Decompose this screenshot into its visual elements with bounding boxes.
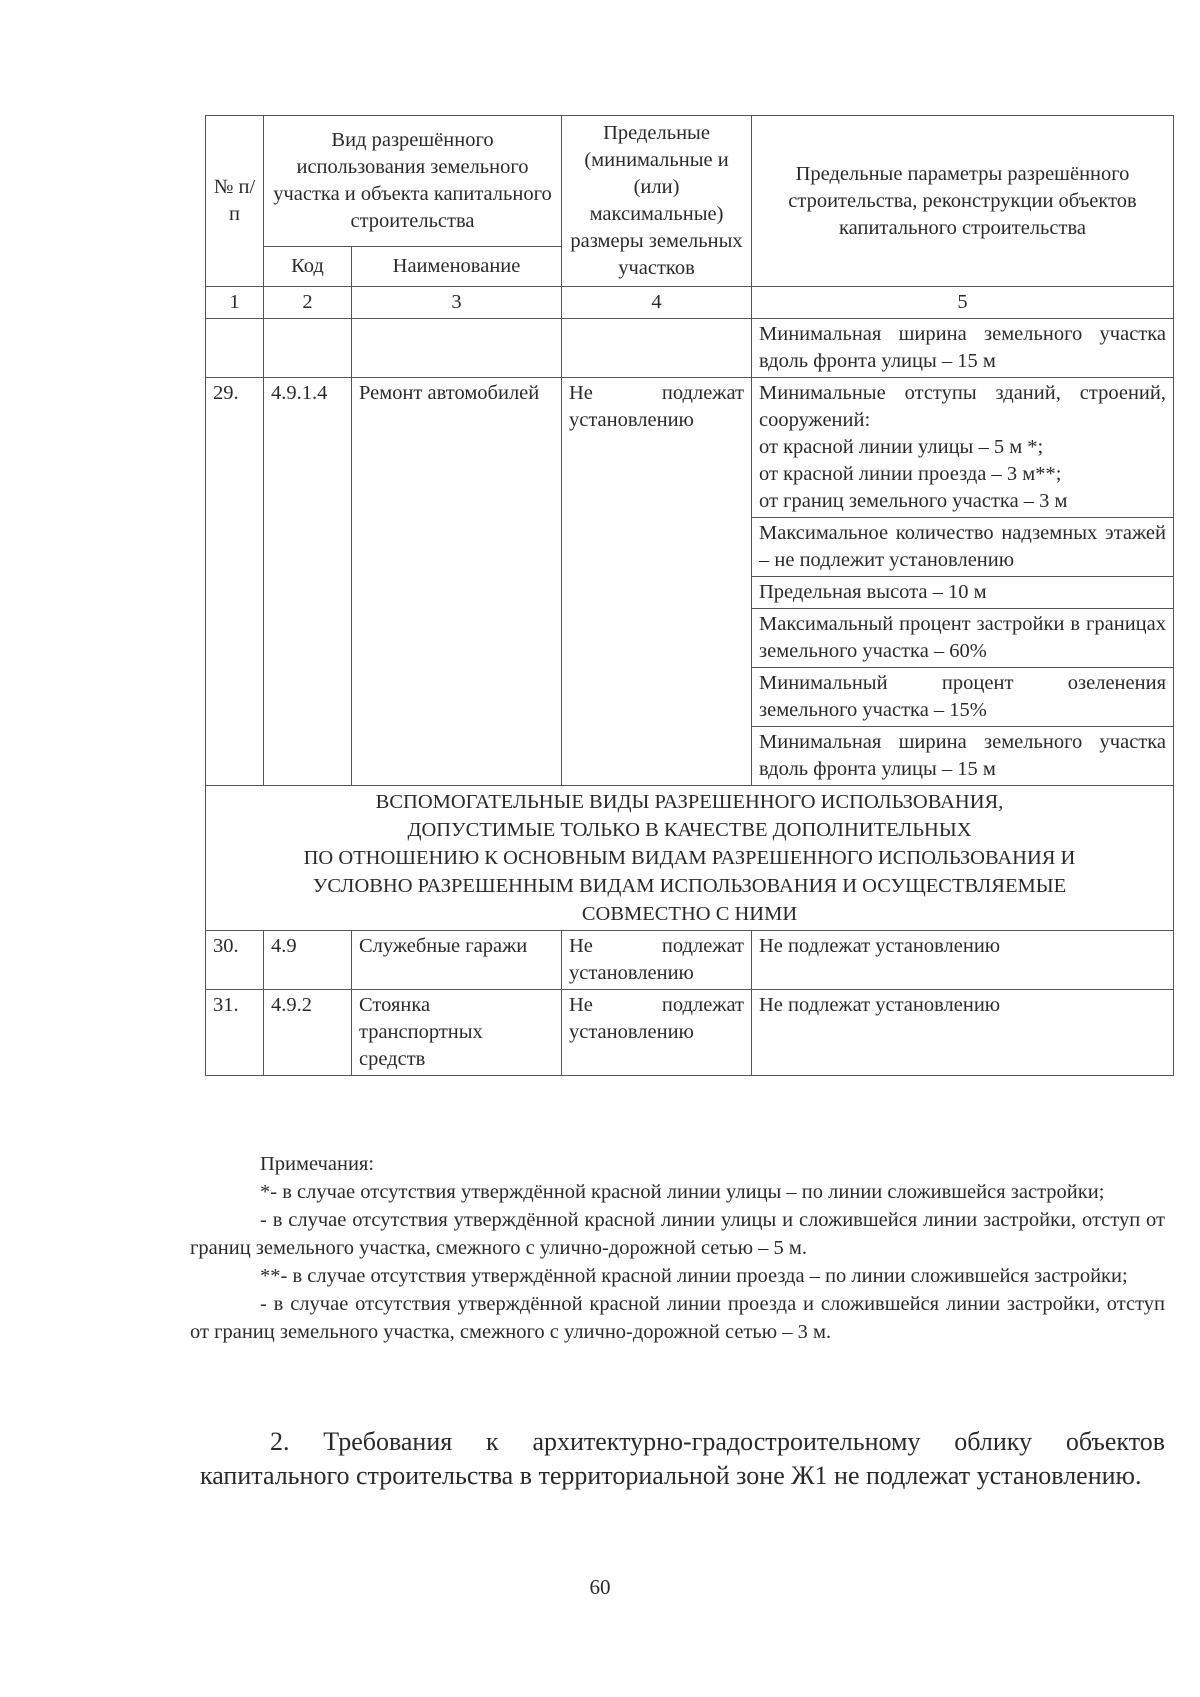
param-block: Предельная высота – 10 м — [752, 577, 1173, 609]
requirement-paragraph: 2. Требования к архитектурно-градостроительному облику объектов капитального строительства в территориальной зоне Ж1 не подлежат установлению. — [200, 1427, 1165, 1490]
page-number: 60 — [589, 1575, 611, 1599]
column-number-row — [206, 287, 1174, 319]
table-row — [206, 990, 1174, 1076]
notes-section — [190, 1150, 1165, 1346]
note-item: *- в случае отсутствия утверждённой красной линии улицы – по линии сложившейся застройки; — [260, 1181, 1105, 1203]
header-name: Наименование — [352, 246, 562, 286]
col-number: 1 — [206, 287, 264, 319]
section-title-line: ДОПУСТИМЫЕ ТОЛЬКО В КАЧЕСТВЕ ДОПОЛНИТЕЛЬНЫХ — [407, 819, 972, 841]
row-num: 29. — [206, 378, 264, 786]
table-row — [206, 319, 1174, 378]
col-number: 3 — [352, 287, 562, 319]
col-number: 4 — [562, 287, 752, 319]
param-block — [752, 378, 1173, 518]
row-sizes: Не подлежат установлению — [562, 931, 752, 990]
row-params: Не подлежат установлению — [752, 990, 1174, 1076]
row-params — [752, 378, 1174, 786]
param-line: от красной линии проезда – 3 м**; — [759, 463, 1062, 485]
table-header-row — [206, 116, 1174, 247]
section-title-line: СОВМЕСТНО С НИМИ — [581, 903, 798, 925]
section-title-line: ВСПОМОГАТЕЛЬНЫЕ ВИДЫ РАЗРЕШЕННОГО ИСПОЛЬЗОВАНИЯ, — [375, 791, 1004, 813]
col-number: 5 — [752, 287, 1174, 319]
row-sizes: Не подлежат установлению — [562, 990, 752, 1076]
row-name: Стоянка транспортных средств — [352, 990, 562, 1076]
param-line: Минимальные отступы зданий, строений, сооружений: — [759, 382, 1166, 431]
section-title-line: ПО ОТНОШЕНИЮ К ОСНОВНЫМ ВИДАМ РАЗРЕШЕННОГО ИСПОЛЬЗОВАНИЯ И — [303, 847, 1076, 869]
param-block: Максимальное количество надземных этажей – не подлежит установлению — [752, 518, 1173, 577]
table-row — [206, 378, 1174, 786]
row-code: 4.9.1.4 — [264, 378, 352, 786]
row-params: Не подлежат установлению — [752, 931, 1174, 990]
header-sizes: Предельные (минимальные и (или) максимальные) размеры земельных участков — [562, 116, 752, 287]
row-num: 31. — [206, 990, 264, 1076]
table-row — [206, 931, 1174, 990]
row-num: 30. — [206, 931, 264, 990]
row-sizes: Не подлежат установлению — [562, 378, 752, 786]
row-code: 4.9.2 — [264, 990, 352, 1076]
header-num: № п/п — [206, 116, 264, 287]
header-use-group: Вид разрешённого использования земельного участка и объекта капитального строительства — [264, 116, 562, 247]
header-code: Код — [264, 246, 352, 286]
row-name: Ремонт автомобилей — [352, 378, 562, 786]
param-block: Максимальный процент застройки в границах земельного участка – 60% — [752, 609, 1173, 668]
col-number: 2 — [264, 287, 352, 319]
notes-title: Примечания: — [260, 1153, 375, 1175]
param-cell: Минимальная ширина земельного участка вдоль фронта улицы – 15 м — [752, 319, 1174, 378]
param-line: от границ земельного участка – 3 м — [759, 490, 1068, 512]
param-block: Минимальный процент озеленения земельного участка – 15% — [752, 668, 1173, 727]
header-params: Предельные параметры разрешённого строительства, реконструкции объектов капитального строительства — [752, 116, 1174, 287]
section-row — [206, 786, 1174, 931]
note-item: **- в случае отсутствия утверждённой красной линии проезда – по линии сложившейся застройки; — [260, 1265, 1128, 1287]
land-use-table — [205, 115, 1174, 1076]
param-line: от красной линии улицы – 5 м *; — [759, 436, 1044, 458]
row-name: Служебные гаражи — [352, 931, 562, 990]
section-title — [206, 786, 1174, 931]
row-code: 4.9 — [264, 931, 352, 990]
section-title-line: УСЛОВНО РАЗРЕШЕННЫМ ВИДАМ ИСПОЛЬЗОВАНИЯ И ОСУЩЕСТВЛЯЕМЫЕ — [312, 875, 1067, 897]
note-item: - в случае отсутствия утверждённой красной линии улицы и сложившейся линии застройки, отступ от границ земельного участка, смежного с улично-дорожной сетью – 5 м. — [190, 1209, 1165, 1259]
param-block: Минимальная ширина земельного участка вдоль фронта улицы – 15 м — [759, 731, 1166, 780]
note-item: - в случае отсутствия утверждённой красной линии проезда и сложившейся линии застройки, отступ от границ земельного участка, смежного с улично-дорожной сетью – 3 м. — [190, 1293, 1165, 1343]
